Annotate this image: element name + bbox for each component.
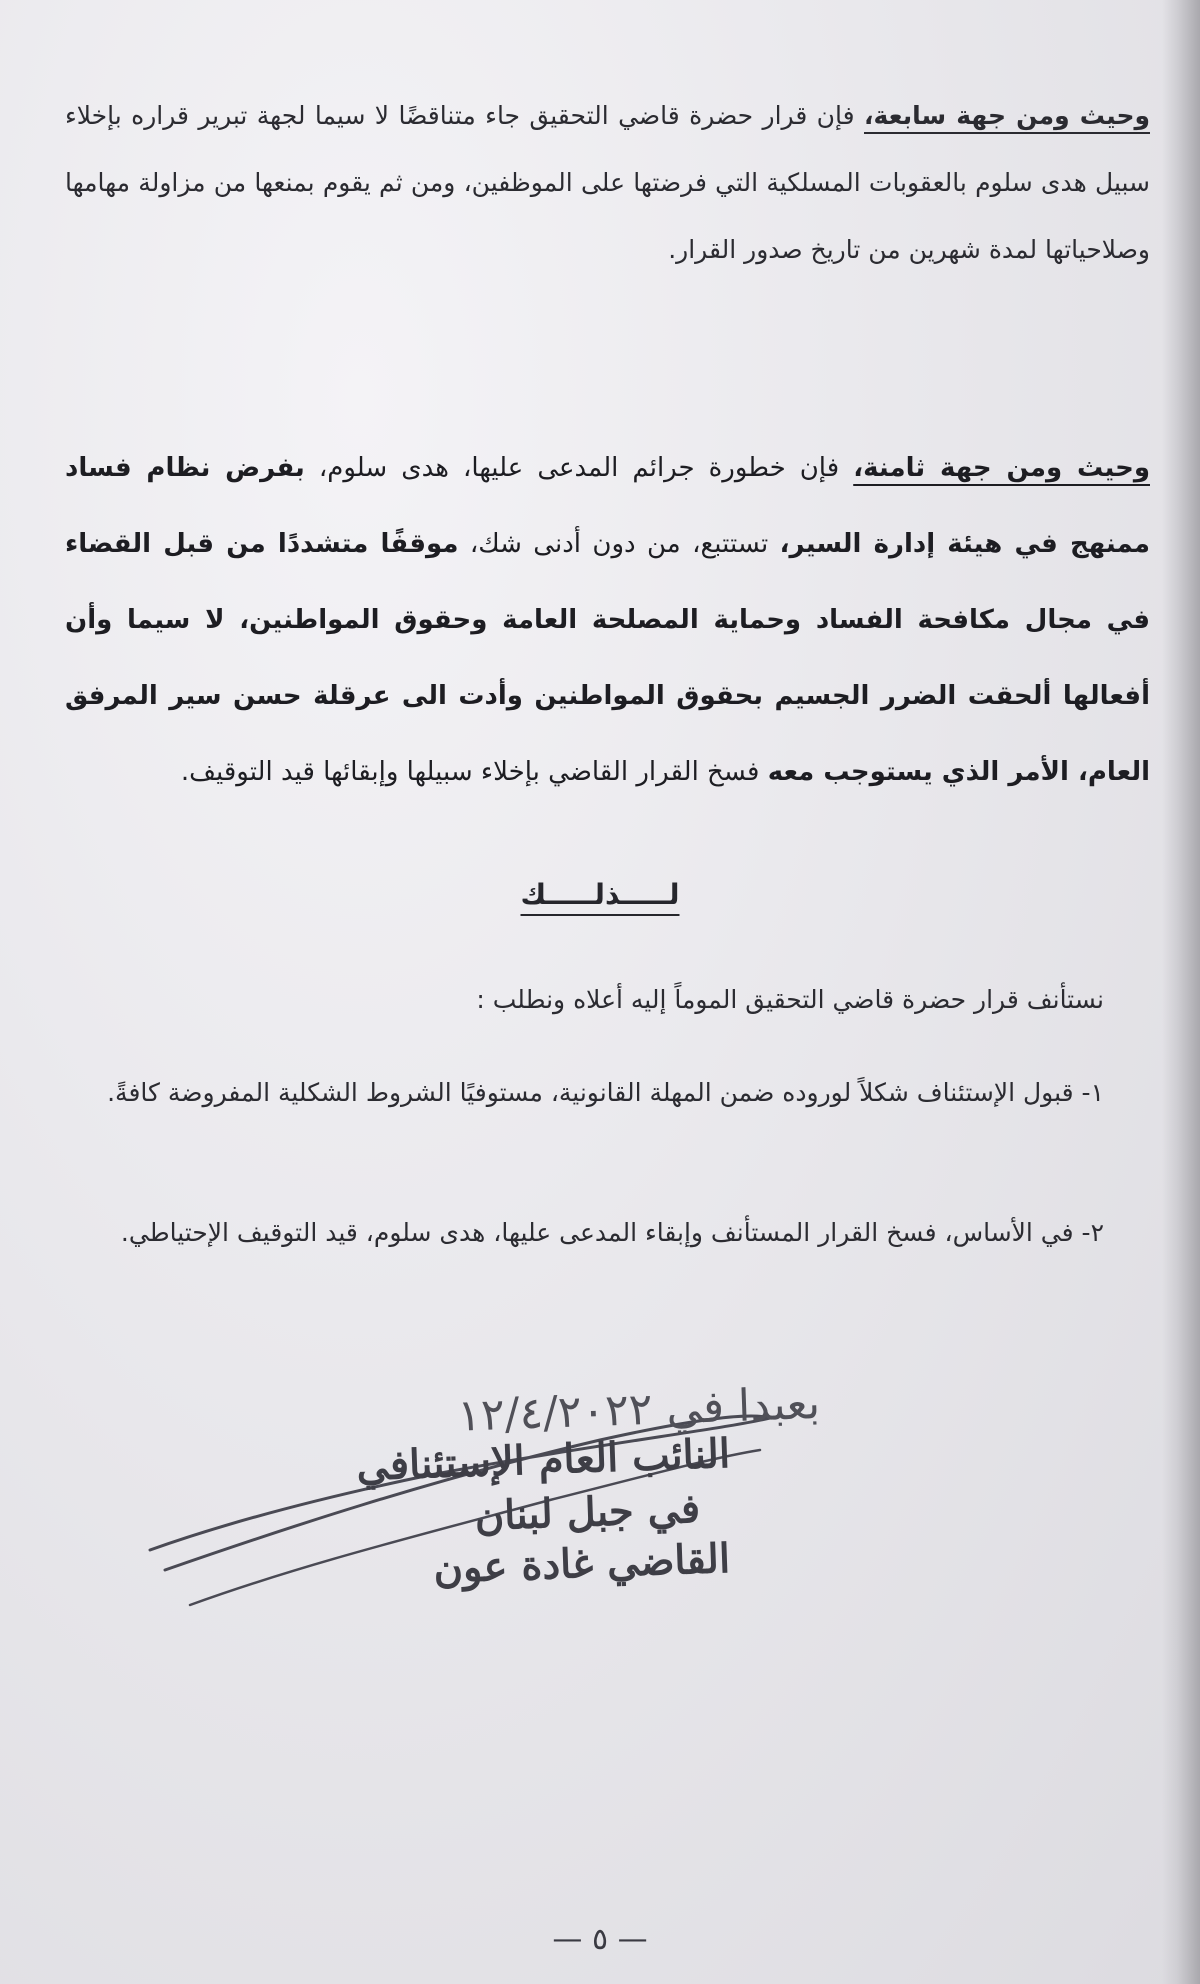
paragraph-bold-part2: موقفًا متشددًا من قبل القضاء في مجال مكافحة الفساد وحماية المصلحة العامة وحقوق المواطنين، لا سيما وأن أفعالها ألحقت الضرر الجسيم بحقوق المواطنين وأدت الى عرقلة حسن سير المرفق العام، الأمر الذي يستوجب معه xyxy=(65,529,1150,787)
signature-date: بعبدا في ١٢/٤/٢٠٢٢ xyxy=(456,1378,821,1442)
request-item-2: ٢- في الأساس، فسخ القرار المستأنف وإبقاء المدعى عليها، هدى سلوم، قيد التوقيف الإحتياطي. xyxy=(120,1218,1104,1247)
paragraph-seventh-ground xyxy=(65,82,1150,283)
paragraph-text-part1: فإن خطورة جرائم المدعى عليها، هدى سلوم، xyxy=(318,453,840,483)
request-item-1: ١- قبول الإستئناف شكلاً لوروده ضمن المهلة القانونية، مستوفيًا الشروط الشكلية المفروضة كافةً. xyxy=(107,1078,1104,1107)
paragraph-text: فإن قرار حضرة قاضي التحقيق جاء متناقضًا لا سيما لجهة تبرير قراره بإخلاء سبيل هدى سلوم بالعقوبات المسلكية التي فرضتها على الموظفين، ومن ثم يقوم بمنعها من مزاولة مهامها وصلاحياتها لمدة شهرين من تاريخ صدور القرار. xyxy=(65,101,1150,264)
request-intro: نستأنف قرار حضرة قاضي التحقيق الموماً إليه أعلاه ونطلب : xyxy=(476,985,1104,1014)
paragraph-text-part2: تستتبع، من دون أدنى شك، xyxy=(469,529,769,559)
signature-name: القاضي غادة عون xyxy=(432,1535,731,1593)
paragraph-text-part3: فسخ القرار القاضي بإخلاء سبيلها وإبقائها قيد التوقيف. xyxy=(180,757,760,787)
signature-title: النائب العام الإستئنافي xyxy=(355,1430,731,1491)
paragraph-lead: وحيث ومن جهة ثامنة، xyxy=(853,453,1150,483)
page-number: — ٥ — xyxy=(552,1922,648,1957)
conclusion-heading-text: لـــــذلـــــك xyxy=(520,878,680,911)
signature-region: في جبل لبنان xyxy=(474,1485,701,1540)
conclusion-heading xyxy=(0,878,1200,911)
paragraph-bold-part1: بفرض نظام فساد ممنهج في هيئة إدارة السير، xyxy=(65,453,1151,559)
paragraph-eighth-ground xyxy=(65,430,1150,810)
paragraph-lead: وحيث ومن جهة سابعة، xyxy=(864,101,1150,130)
